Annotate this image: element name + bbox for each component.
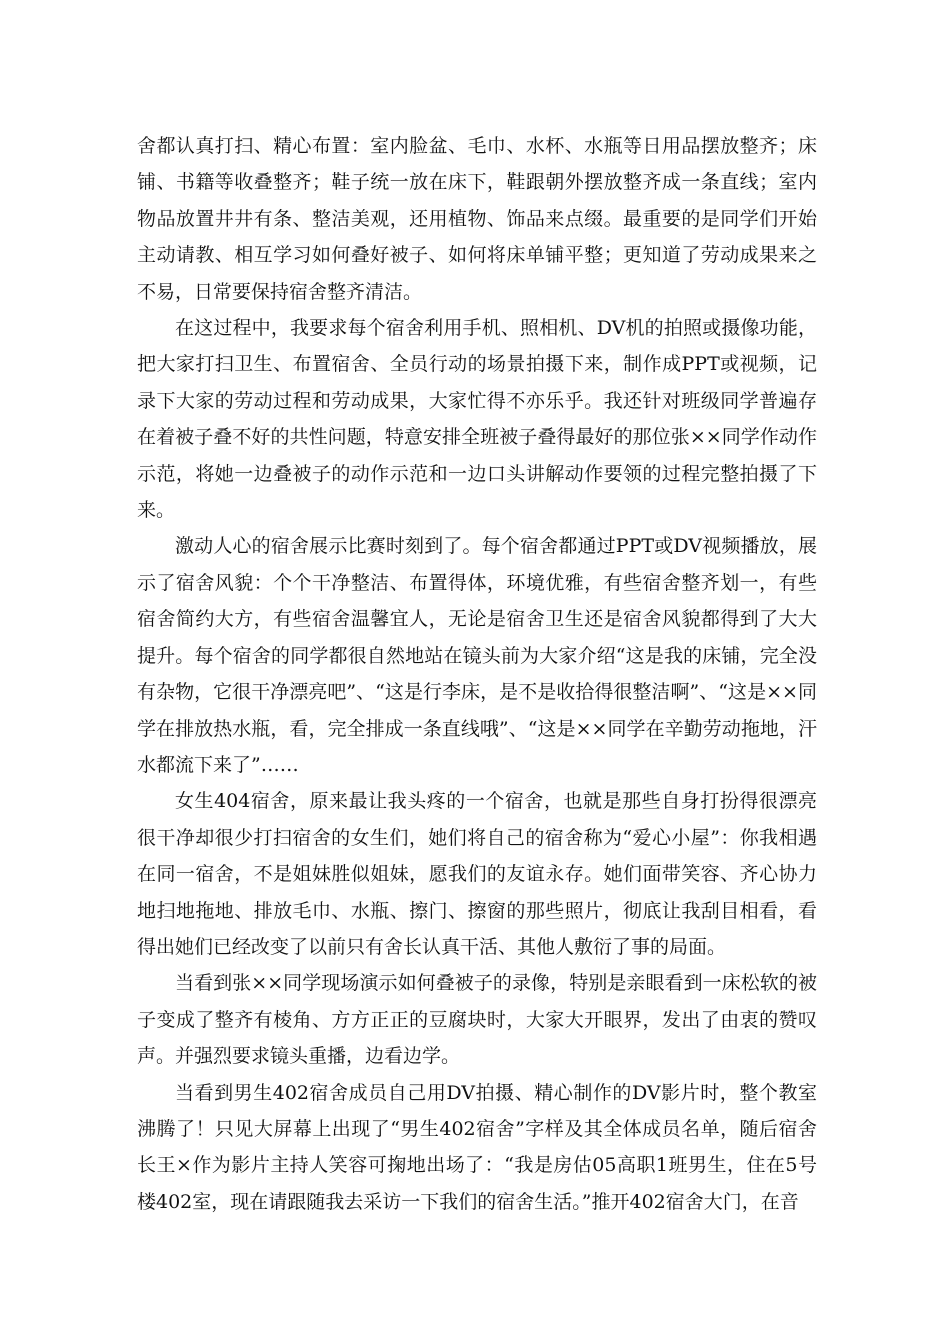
paragraph: 舍都认真打扫、精心布置：室内脸盆、毛巾、水杯、水瓶等日用品摆放整齐；床铺、书籍等收叠整齐；鞋子统一放在床下，鞋跟朝外摆放整齐成一条直线；室内物品放置井井有条、整洁美观，还用植物、饰品来点缀。最重要的是同学们开始主动请教、相互学习如何叠好被子、如何将床单铺平整；更知道了劳动成果来之不易，日常要保持宿舍整齐清洁。	[137, 135, 817, 303]
paragraph: 当看到张××同学现场演示如何叠被子的录像，特别是亲眼看到一床松软的被子变成了整齐有棱角、方方正正的豆腐块时，大家大开眼界，发出了由衷的赞叹声。并强烈要求镜头重播，边看边学。	[137, 972, 817, 1068]
paragraph: 女生404宿舍，原来最让我头疼的一个宿舍，也就是那些自身打扮得很漂亮很干净却很少打扫宿舍的女生们，她们将自己的宿舍称为“爱心小屋”：你我相遇在同一宿舍，不是姐妹胜似姐妹，愿我们的友谊永存。她们面带笑容、齐心协力地扫地拖地、排放毛巾、水瓶、擦门、擦窗的那些照片，彻底让我刮目相看，看得出她们已经改变了以前只有舍长认真干活、其他人敷衍了事的局面。	[137, 790, 817, 958]
paragraph: 在这过程中，我要求每个宿舍利用手机、照相机、DV机的拍照或摄像功能，把大家打扫卫生、布置宿舍、全员行动的场景拍摄下来，制作成PPT或视频，记录下大家的劳动过程和劳动成果，大家忙得不亦乐乎。我还针对班级同学普遍存在着被子叠不好的共性问题，特意安排全班被子叠得最好的那位张××同学作动作示范，将她一边叠被子的动作示范和一边口头讲解动作要领的过程完整拍摄了下来。	[137, 317, 817, 522]
paragraph: 当看到男生402宿舍成员自己用DV拍摄、精心制作的DV影片时，整个教室沸腾了！只见大屏幕上出现了“男生402宿舍”字样及其全体成员名单，随后宿舍长王×作为影片主持人笑容可掬地出场了：“我是房估05高职1班男生，住在5号楼402室，现在请跟随我去采访一下我们的宿舍生活。”推开402宿舍大门，在音	[137, 1081, 817, 1213]
document-body	[137, 128, 817, 1220]
paragraph: 激动人心的宿舍展示比赛时刻到了。每个宿舍都通过PPT或DV视频播放，展示了宿舍风貌：个个干净整洁、布置得体，环境优雅，有些宿舍整齐划一，有些宿舍简约大方，有些宿舍温馨宜人，无论是宿舍卫生还是宿舍风貌都得到了大大提升。每个宿舍的同学都很自然地站在镜头前为大家介绍“这是我的床铺，完全没有杂物，它很干净漂亮吧”、“这是行李床，是不是收拾得很整洁啊”、“这是××同学在排放热水瓶，看，完全排成一条直线哦”、“这是××同学在辛勤劳动拖地，汗水都流下来了”……	[137, 535, 817, 776]
